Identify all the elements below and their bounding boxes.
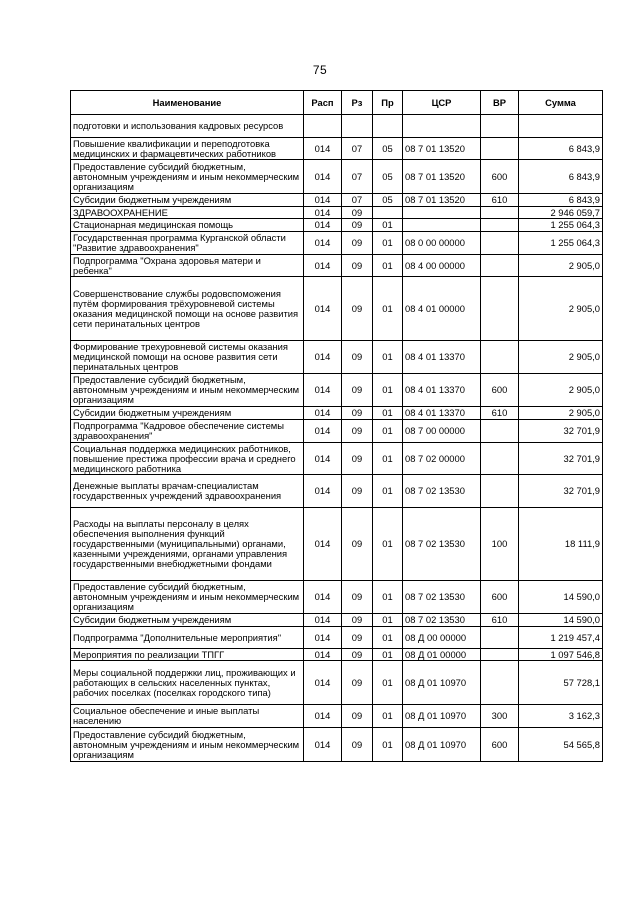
table-row [71,420,603,443]
cell-vr [481,115,519,138]
cell-csr: 08 4 01 00000 [403,277,481,341]
cell-rasp: 014 [304,728,342,762]
cell-sum: 32 701,9 [519,475,603,508]
cell-rasp: 014 [304,232,342,255]
cell-rz: 07 [342,194,373,207]
cell-rasp: 014 [304,341,342,374]
cell-rz: 09 [342,407,373,420]
cell-rasp: 014 [304,705,342,728]
cell-pr: 01 [373,614,403,627]
cell-vr: 600 [481,581,519,614]
cell-pr: 01 [373,649,403,661]
cell-sum: 1 255 064,3 [519,219,603,232]
table-body [71,115,603,762]
cell-rasp: 014 [304,407,342,420]
table-row [71,277,603,341]
cell-csr: 08 4 01 13370 [403,407,481,420]
cell-csr [403,115,481,138]
cell-csr: 08 7 02 13530 [403,614,481,627]
cell-pr: 01 [373,277,403,341]
table-row [71,475,603,508]
table-row [71,705,603,728]
cell-pr: 01 [373,661,403,705]
cell-rasp: 014 [304,508,342,581]
cell-rasp: 014 [304,194,342,207]
budget-table [70,90,603,762]
header-pr: Пр [373,91,403,115]
cell-rasp: 014 [304,475,342,508]
header-sum: Сумма [519,91,603,115]
cell-name: Меры социальной поддержки лиц, проживающих и работающих в сельских населенных пунктах, рабочих поселках (поселках городского типа) [71,661,304,705]
cell-rz: 09 [342,475,373,508]
cell-sum [519,115,603,138]
table-row [71,581,603,614]
cell-csr: 08 7 00 00000 [403,420,481,443]
cell-pr: 01 [373,374,403,407]
table-row [71,661,603,705]
cell-vr: 600 [481,728,519,762]
cell-csr [403,219,481,232]
cell-rasp: 014 [304,443,342,475]
cell-name: Подпрограмма "Охрана здоровья матери и ребенка" [71,255,304,277]
cell-vr [481,627,519,649]
cell-sum: 2 905,0 [519,407,603,420]
table-row [71,614,603,627]
cell-name: Расходы на выплаты персоналу в целях обеспечения выполнения функций государственными (муниципальными) органами, казенными учреждениями, органами управления государственными внебюджетными фондами [71,508,304,581]
cell-csr: 08 7 01 13520 [403,160,481,194]
cell-rz: 09 [342,420,373,443]
cell-name: Формирование трехуровневой системы оказания медицинской помощи на основе развития сети перинатальных центров [71,341,304,374]
page-number: 75 [312,63,328,77]
cell-vr: 610 [481,407,519,420]
header-name: Наименование [71,91,304,115]
cell-csr: 08 Д 01 10970 [403,705,481,728]
cell-rasp: 014 [304,649,342,661]
cell-vr: 300 [481,705,519,728]
header-rz: Рз [342,91,373,115]
cell-rasp: 014 [304,627,342,649]
cell-vr: 610 [481,194,519,207]
cell-rasp [304,115,342,138]
cell-vr [481,277,519,341]
cell-sum: 57 728,1 [519,661,603,705]
cell-name: Подпрограмма "Дополнительные мероприятия" [71,627,304,649]
cell-name: Субсидии бюджетным учреждениям [71,614,304,627]
cell-rz: 09 [342,728,373,762]
cell-csr: 08 4 00 00000 [403,255,481,277]
cell-vr [481,661,519,705]
cell-vr [481,255,519,277]
cell-sum: 18 111,9 [519,508,603,581]
cell-rz: 09 [342,443,373,475]
cell-pr: 01 [373,627,403,649]
table-row [71,443,603,475]
cell-rz: 09 [342,649,373,661]
cell-sum: 3 162,3 [519,705,603,728]
cell-pr: 01 [373,255,403,277]
cell-name: Государственная программа Курганской области "Развитие здравоохранения" [71,232,304,255]
cell-csr [403,207,481,219]
cell-vr [481,207,519,219]
table-row [71,219,603,232]
cell-vr: 100 [481,508,519,581]
cell-sum: 2 905,0 [519,341,603,374]
cell-vr: 600 [481,160,519,194]
cell-csr: 08 Д 00 00000 [403,627,481,649]
cell-rasp: 014 [304,207,342,219]
table-row [71,627,603,649]
cell-rasp: 014 [304,661,342,705]
cell-rasp: 014 [304,160,342,194]
cell-csr: 08 4 01 13370 [403,374,481,407]
cell-rasp: 014 [304,614,342,627]
cell-name: Денежные выплаты врачам-специалистам государственных учреждений здравоохранения [71,475,304,508]
cell-pr: 01 [373,407,403,420]
table-row [71,728,603,762]
cell-rz: 09 [342,207,373,219]
cell-vr [481,341,519,374]
cell-sum: 6 843,9 [519,194,603,207]
cell-rz: 07 [342,160,373,194]
cell-sum: 2 905,0 [519,277,603,341]
table-row [71,374,603,407]
table-header-row [71,91,603,115]
cell-rz: 09 [342,255,373,277]
cell-rz: 09 [342,627,373,649]
cell-pr: 01 [373,420,403,443]
cell-name: Социальная поддержка медицинских работников, повышение престижа профессии врача и среднего медицинского работника [71,443,304,475]
cell-vr [481,219,519,232]
cell-pr: 05 [373,194,403,207]
header-csr: ЦСР [403,91,481,115]
cell-pr [373,115,403,138]
cell-sum: 14 590,0 [519,581,603,614]
table-row [71,508,603,581]
cell-rz: 09 [342,374,373,407]
cell-csr: 08 4 01 13370 [403,341,481,374]
cell-rz: 09 [342,614,373,627]
cell-pr: 01 [373,705,403,728]
cell-rasp: 014 [304,374,342,407]
cell-pr: 01 [373,475,403,508]
table-row [71,138,603,160]
cell-name: Совершенствование службы родовспоможения путём формирования трёхуровневой системы оказания медицинской помощи на основе развития сети перинатальных центров [71,277,304,341]
cell-sum: 6 843,9 [519,160,603,194]
cell-csr: 08 7 02 00000 [403,443,481,475]
cell-pr: 01 [373,581,403,614]
cell-rasp: 014 [304,277,342,341]
cell-rz: 09 [342,661,373,705]
cell-rz: 09 [342,705,373,728]
cell-csr: 08 0 00 00000 [403,232,481,255]
cell-sum: 6 843,9 [519,138,603,160]
cell-pr: 05 [373,160,403,194]
cell-vr [481,443,519,475]
cell-pr: 01 [373,443,403,475]
table-row [71,255,603,277]
cell-name: Стационарная медицинская помощь [71,219,304,232]
table-row [71,115,603,138]
cell-sum: 1 097 546,8 [519,649,603,661]
cell-sum: 54 565,8 [519,728,603,762]
cell-csr: 08 Д 01 00000 [403,649,481,661]
cell-sum: 14 590,0 [519,614,603,627]
cell-pr: 01 [373,508,403,581]
cell-name: Предоставление субсидий бюджетным, автономным учреждениям и иным некоммерческим организациям [71,581,304,614]
cell-sum: 1 219 457,4 [519,627,603,649]
cell-pr [373,207,403,219]
cell-vr [481,649,519,661]
cell-vr [481,420,519,443]
cell-name: ЗДРАВООХРАНЕНИЕ [71,207,304,219]
cell-rasp: 014 [304,420,342,443]
cell-rz: 09 [342,219,373,232]
table-row [71,194,603,207]
cell-name: Подпрограмма "Кадровое обеспечение системы здравоохранения" [71,420,304,443]
header-vr: ВР [481,91,519,115]
cell-name: Предоставление субсидий бюджетным, автономным учреждениям и иным некоммерческим организациям [71,374,304,407]
cell-rz: 09 [342,581,373,614]
table-row [71,407,603,420]
cell-pr: 01 [373,219,403,232]
cell-name: подготовки и использования кадровых ресурсов [71,115,304,138]
cell-sum: 2 905,0 [519,255,603,277]
table-row [71,232,603,255]
cell-rz: 07 [342,138,373,160]
cell-rasp: 014 [304,219,342,232]
cell-sum: 32 701,9 [519,443,603,475]
cell-vr: 600 [481,374,519,407]
cell-csr: 08 Д 01 10970 [403,661,481,705]
cell-sum: 32 701,9 [519,420,603,443]
cell-rasp: 014 [304,581,342,614]
cell-name: Субсидии бюджетным учреждениям [71,194,304,207]
table-row [71,207,603,219]
cell-rz [342,115,373,138]
cell-name: Мероприятия по реализации ТПГГ [71,649,304,661]
cell-rz: 09 [342,341,373,374]
cell-csr: 08 Д 01 10970 [403,728,481,762]
cell-rz: 09 [342,232,373,255]
cell-csr: 08 7 01 13520 [403,138,481,160]
table-row [71,649,603,661]
cell-csr: 08 7 02 13530 [403,475,481,508]
cell-vr: 610 [481,614,519,627]
cell-rasp: 014 [304,138,342,160]
cell-pr: 01 [373,341,403,374]
cell-sum: 2 905,0 [519,374,603,407]
cell-pr: 01 [373,232,403,255]
header-rasp: Расп [304,91,342,115]
cell-vr [481,475,519,508]
cell-name: Субсидии бюджетным учреждениям [71,407,304,420]
table-row [71,160,603,194]
cell-rz: 09 [342,277,373,341]
cell-pr: 01 [373,728,403,762]
cell-csr: 08 7 01 13520 [403,194,481,207]
cell-rasp: 014 [304,255,342,277]
cell-pr: 05 [373,138,403,160]
cell-name: Социальное обеспечение и иные выплаты населению [71,705,304,728]
cell-csr: 08 7 02 13530 [403,508,481,581]
cell-vr [481,232,519,255]
cell-vr [481,138,519,160]
cell-sum: 2 946 059,7 [519,207,603,219]
table-row [71,341,603,374]
cell-name: Предоставление субсидий бюджетным, автономным учреждениям и иным некоммерческим организациям [71,728,304,762]
cell-name: Предоставление субсидий бюджетным, автономным учреждениям и иным некоммерческим организациям [71,160,304,194]
cell-rz: 09 [342,508,373,581]
cell-csr: 08 7 02 13530 [403,581,481,614]
cell-sum: 1 255 064,3 [519,232,603,255]
cell-name: Повышение квалификации и переподготовка медицинских и фармацевтических работников [71,138,304,160]
